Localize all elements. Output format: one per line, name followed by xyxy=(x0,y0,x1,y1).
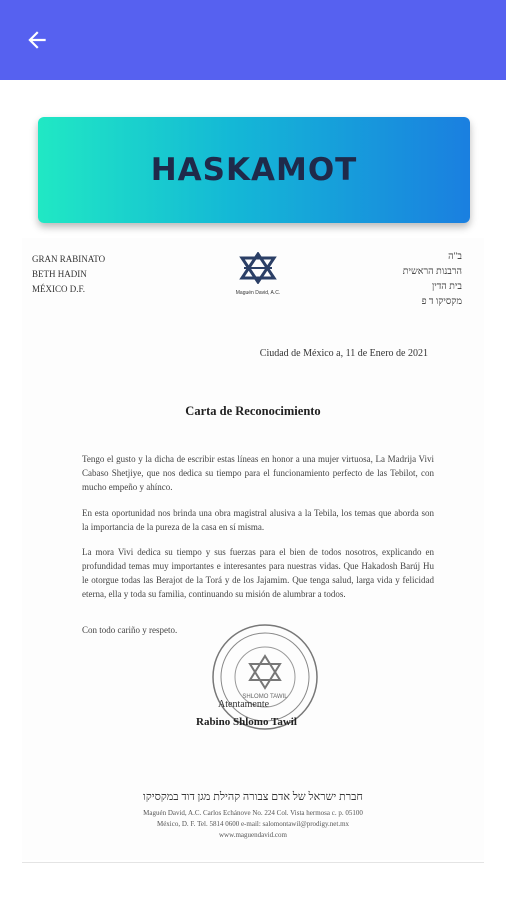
letterhead-right-line: ב"ה xyxy=(448,252,462,262)
arrow-left-icon xyxy=(24,27,50,53)
letter-closing: Con todo cariño y respeto. xyxy=(82,625,178,635)
letterhead-right xyxy=(403,250,462,310)
letter-subject: Carta de Reconocimiento xyxy=(185,404,321,418)
letterhead-right-line: בית הדין xyxy=(431,282,462,292)
letterhead-left-line: GRAN RABINATO xyxy=(32,254,106,264)
star-of-david-icon xyxy=(236,252,280,284)
letter-date: Ciudad de México a, 11 de Enero de 2021 xyxy=(259,348,428,359)
letter-paragraph: En esta oportunidad nos brinda una obra magistral alusiva a la Tebila, los temas que aborda son la importancia de la pureza de la casa en sí misma. xyxy=(82,508,434,532)
stamp-text: SHLOMO TAWIL xyxy=(242,694,288,700)
letter-paragraph: Tengo el gusto y la dicha de escribir estas líneas en honor a una mujer virtuosa, La Madrija Vivi Cabaso Shetjiye, que nos dedica su tiempo para el funcionamiento perfecto de las Tebilot, con mucho empeño y ahínco. xyxy=(82,454,434,492)
letter-paragraph: La mora Vivi dedica su tiempo y sus fuerzas para el bien de todos nosotros, explicando en profundidad temas muy importantes e interesantes para nuestras vidas. Que Hakadosh Barúj Hu le otorgue todas las Berajot de la Torá y de los Jajamim. Que tenga salud, larga vida y felicidad eterna, ella y toda su familia, continuando su misión de alumbrar a todos. xyxy=(82,547,434,599)
letter-footer-line: México, D. F. Tel. 5814 0600 e-mail: salomontawil@prodigy.net.mx xyxy=(156,820,350,828)
letterhead-left xyxy=(32,252,105,297)
logo-caption: Maguén David, A.C. xyxy=(235,290,281,296)
haskamot-banner xyxy=(38,117,470,223)
app-bar xyxy=(0,0,506,80)
maguen-david-logo xyxy=(228,252,288,296)
back-button[interactable] xyxy=(14,18,60,62)
haskama-letter-image xyxy=(22,238,484,860)
letterhead-right-line: הרבנות הראשית xyxy=(402,267,462,277)
letter-footer-line: www.maguendavid.com xyxy=(219,831,287,839)
letterhead-left-line: BETH HADIN xyxy=(32,269,87,279)
letterhead-left-line: MÉXICO D.F. xyxy=(32,284,86,294)
letter-signature: Rabino Shlomo Tawil xyxy=(196,716,297,728)
letter-footer-hebrew: חברת ישראל של אדם צבורה קהילת מגן דוד במקסיקו xyxy=(143,791,363,803)
letter-regards: Atentamente xyxy=(218,699,270,710)
banner-title: HASKAMOT xyxy=(150,152,358,188)
letterhead-right-line: מקסיקו ד פ xyxy=(421,297,462,307)
letter-footer-line: Maguén David, A.C. Carlos Echánove No. 224 Col. Vista hermosa c. p. 05100 xyxy=(143,809,363,817)
content-divider xyxy=(22,862,484,863)
